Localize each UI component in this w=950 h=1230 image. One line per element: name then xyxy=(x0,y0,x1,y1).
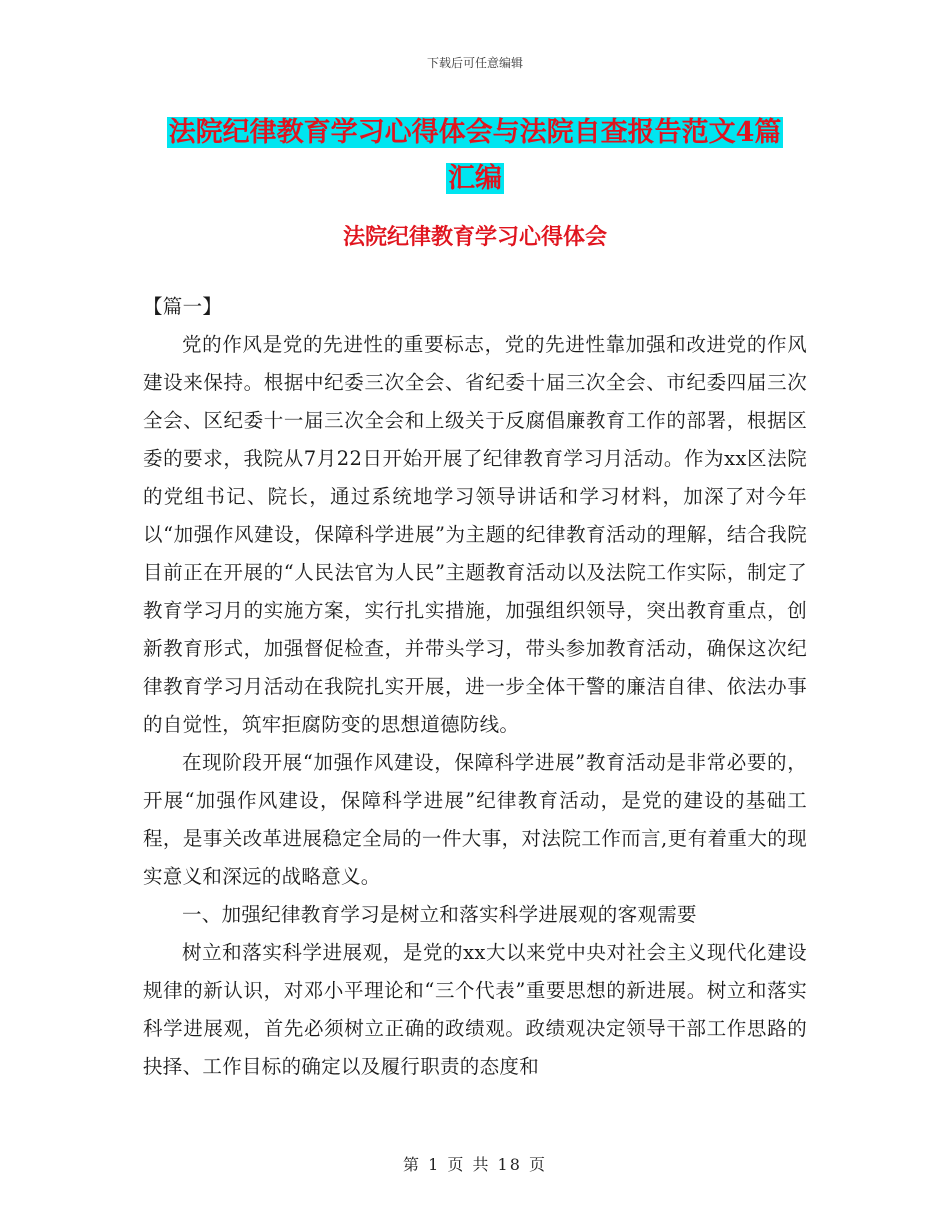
paragraph: 在现阶段开展“加强作风建设，保障科学进展”教育活动是非常必要的，开展“加强作风建设，保障科学进展”纪律教育活动，是党的建设的基础工程，是事关改革进展稳定全局的一件大事，对法院工作而言,更有着重大的现实意义和深远的战略意义。 xyxy=(143,751,807,888)
document-title xyxy=(140,110,810,202)
section-title: 法院纪律教育学习心得体会 xyxy=(342,224,607,250)
paragraph: 树立和落实科学进展观，是党的xx大以来党中央对社会主义现代化建设规律的新认识，对邓小平理论和“三个代表”重要思想的新进展。树立和落实科学进展观，首先必须树立正确的政绩观。政绩观决定领导干部工作思路的抉择、工作目标的确定以及履行职责的态度和 xyxy=(143,941,807,1078)
page-footer: 第 1 页 共 18 页 xyxy=(403,1155,547,1174)
document-title-line2: 汇编 xyxy=(448,163,502,194)
paragraph: 党的作风是党的先进性的重要标志，党的先进性靠加强和改进党的作风建设来保持。根据中纪委三次全会、省纪委十届三次全会、市纪委四届三次全会、区纪委十一届三次全会和上级关于反腐倡廉教育工作的部署，根据区委的要求，我院从7月22日开始开展了纪律教育学习月活动。作为xx区法院的党组书记、院长，通过系统地学习领导讲话和学习材料，加深了对今年以“加强作风建设，保障科学进展”为主题的纪律教育活动的理解，结合我院目前正在开展的“人民法官为人民”主题教育活动以及法院工作实际，制定了教育学习月的实施方案，实行扎实措施，加强组织领导，突出教育重点，创新教育形式，加强督促检查，并带头学习，带头参加教育活动，确保这次纪律教育学习月活动在我院扎实开展，进一步全体干警的廉洁自律、依法办事的自觉性，筑牢拒腐防变的思想道德防线。 xyxy=(143,333,807,736)
subheading: 一、加强纪律教育学习是树立和落实科学进展观的客观需要 xyxy=(182,903,697,926)
document-title-line1: 法院纪律教育学习心得体会与法院自查报告范文4篇 xyxy=(168,117,782,148)
header-note: 下载后可任意编辑 xyxy=(426,56,523,70)
document-body xyxy=(143,288,807,1086)
part-label: 【篇一】 xyxy=(143,295,223,318)
